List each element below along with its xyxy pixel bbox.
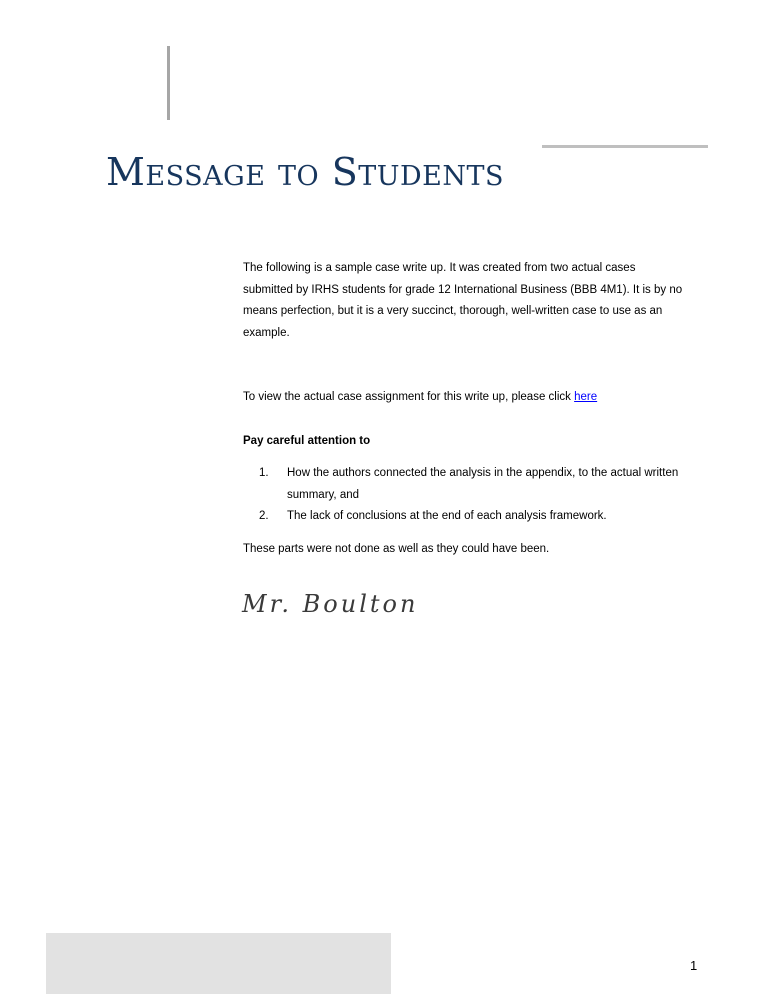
- decorative-horizontal-rule: [542, 145, 708, 148]
- list-item-number: 2.: [259, 510, 269, 522]
- signature: Mr. Boulton: [242, 590, 419, 618]
- attention-list: [243, 463, 683, 528]
- list-item: [243, 463, 683, 506]
- list-item: [243, 506, 683, 528]
- document-body: [243, 258, 683, 560]
- list-item-number: 1.: [259, 467, 269, 479]
- assignment-link-prefix: To view the actual case assignment for this write up, please click: [243, 391, 575, 403]
- closing-paragraph: These parts were not done as well as they could have been.: [243, 542, 550, 555]
- here-link[interactable]: here: [574, 391, 598, 403]
- footer-shaded-box: [46, 933, 391, 994]
- intro-paragraph: The following is a sample case write up. It was created from two actual cases submitted by IRHS students for grade 12 International Business (BBB 4M1). It is by no means perfection, but it is a very succinct, thorough, well-written case to use as an example.: [243, 262, 683, 339]
- list-item-text: How the authors connected the analysis in the appendix, to the actual written summary, and: [287, 467, 679, 501]
- list-item-text: The lack of conclusions at the end of each analysis framework.: [287, 510, 607, 522]
- attention-heading: Pay careful attention to: [243, 434, 371, 447]
- assignment-link-paragraph: [243, 387, 683, 409]
- decorative-vertical-rule: [167, 46, 170, 120]
- page-number: 1: [690, 958, 698, 973]
- page-title: Message to Students: [106, 150, 504, 194]
